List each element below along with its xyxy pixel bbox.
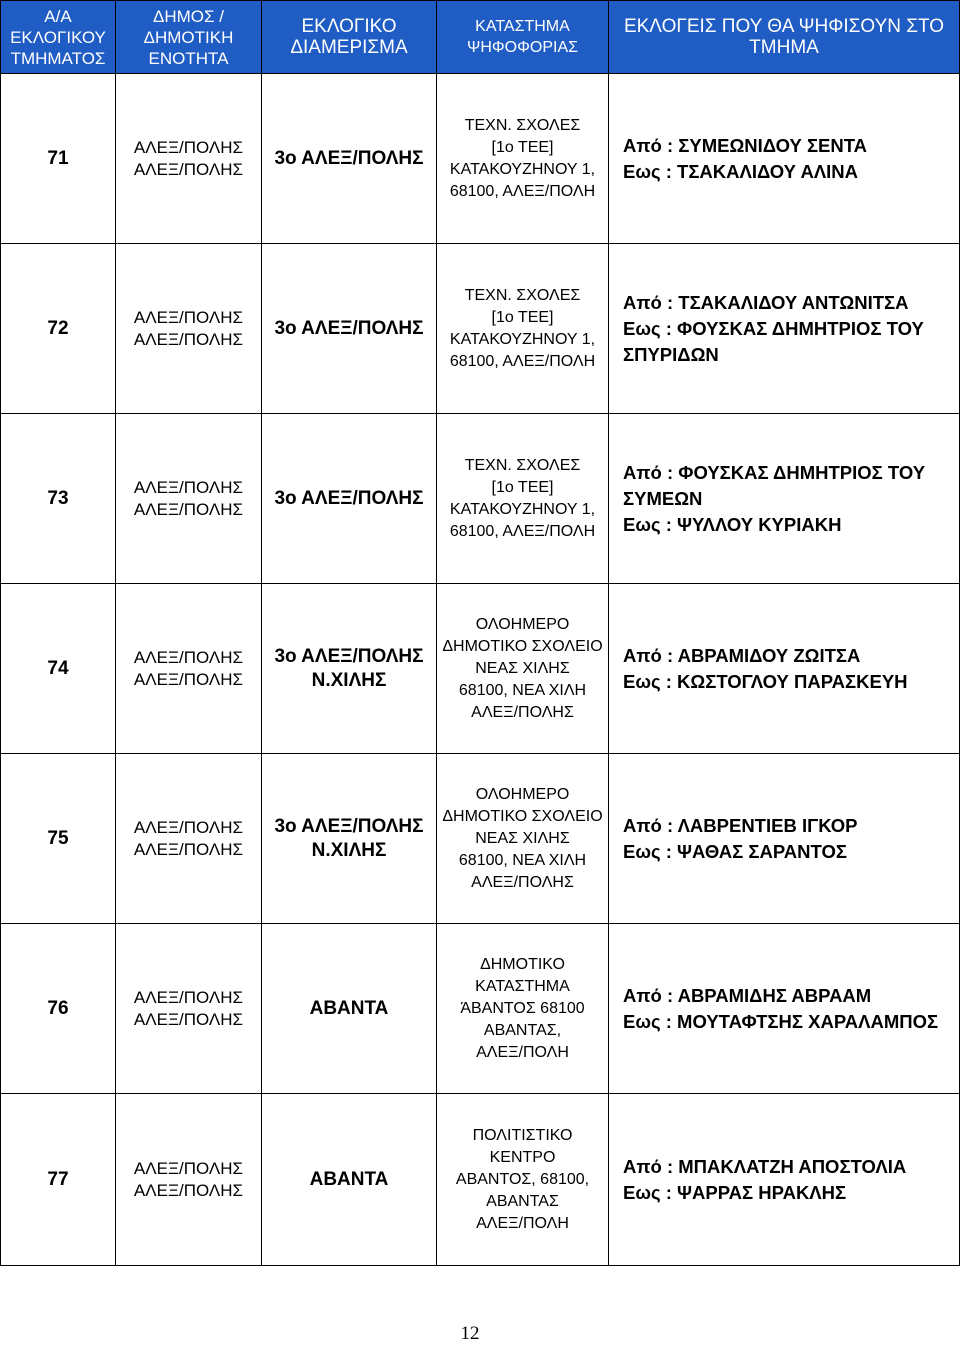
district-cell: 3ο ΑΛΕΞ/ΠΟΛΗΣ	[262, 414, 437, 584]
voter-range-to: Εως : ΚΩΣΤΟΓΛΟΥ ΠΑΡΑΣΚΕΥΗ	[623, 670, 908, 692]
polling-station-cell: ΔΗΜΟΤΙΚΟ ΚΑΤΑΣΤΗΜΑ ΆΒΑΝΤΟΣ 68100 ΑΒΑΝΤΑΣ, ΑΛΕΞ/ΠΟΛΗ	[437, 924, 609, 1094]
section-number: 75	[1, 754, 116, 924]
voter-range-cell	[609, 584, 960, 754]
header-municipality: ΔΗΜΟΣ / ΔΗΜΟΤΙΚΗ ΕΝΟΤΗΤΑ	[116, 1, 262, 74]
municipality-cell: ΑΛΕΞ/ΠΟΛΗΣ ΑΛΕΞ/ΠΟΛΗΣ	[116, 74, 262, 244]
section-number: 77	[1, 1094, 116, 1266]
voter-range-to: Εως : ΦΟΥΣΚΑΣ ΔΗΜΗΤΡΙΟΣ ΤΟΥ ΣΠΥΡΙΔΩΝ	[623, 317, 924, 365]
page-number: 12	[460, 1323, 480, 1344]
district-cell: ΑΒΑΝΤΑ	[262, 924, 437, 1094]
municipality-cell: ΑΛΕΞ/ΠΟΛΗΣ ΑΛΕΞ/ΠΟΛΗΣ	[116, 754, 262, 924]
section-number: 76	[1, 924, 116, 1094]
voter-range-from: Από : ΑΒΡΑΜΙΔΗΣ ΑΒΡΑΑΜ	[623, 984, 872, 1006]
district-cell: 3ο ΑΛΕΞ/ΠΟΛΗΣ	[262, 74, 437, 244]
voter-range-cell	[609, 924, 960, 1094]
voter-range-cell	[609, 754, 960, 924]
header-section-number: Α/Α ΕΚΛΟΓΙΚΟΥ ΤΜΗΜΑΤΟΣ	[1, 1, 116, 74]
voter-range-to: Εως : ΨΑΡΡΑΣ ΗΡΑΚΛΗΣ	[623, 1181, 847, 1203]
voter-range-from: Από : ΣΥΜΕΩΝΙΔΟΥ ΣΕΝΤΑ	[623, 134, 868, 156]
municipality-cell: ΑΛΕΞ/ΠΟΛΗΣ ΑΛΕΞ/ΠΟΛΗΣ	[116, 414, 262, 584]
table-row	[1, 924, 960, 1094]
section-number: 71	[1, 74, 116, 244]
table-row	[1, 74, 960, 244]
municipality-cell: ΑΛΕΞ/ΠΟΛΗΣ ΑΛΕΞ/ΠΟΛΗΣ	[116, 1094, 262, 1266]
table-row	[1, 754, 960, 924]
voter-range-from: Από : ΤΣΑΚΑΛΙΔΟΥ ΑΝΤΩΝΙΤΣΑ	[623, 291, 909, 313]
table-row	[1, 414, 960, 584]
voter-range-to: Εως : ΜΟΥΤΑΦΤΣΗΣ ΧΑΡΑΛΑΜΠΟΣ	[623, 1010, 939, 1032]
district-cell: ΑΒΑΝΤΑ	[262, 1094, 437, 1266]
header-row	[1, 1, 960, 74]
section-number: 74	[1, 584, 116, 754]
voter-range-cell	[609, 1094, 960, 1266]
voter-range-cell	[609, 74, 960, 244]
voter-range-from: Από : ΦΟΥΣΚΑΣ ΔΗΜΗΤΡΙΟΣ ΤΟΥ ΣΥΜΕΩΝ	[623, 461, 926, 509]
table-row	[1, 244, 960, 414]
voter-range-cell	[609, 414, 960, 584]
header-voters: ΕΚΛΟΓΕΙΣ ΠΟΥ ΘΑ ΨΗΦΙΣΟΥΝ ΣΤΟ ΤΜΗΜΑ	[609, 1, 960, 74]
section-number: 72	[1, 244, 116, 414]
polling-station-cell: ΟΛΟΗΜΕΡΟ ΔΗΜΟΤΙΚΟ ΣΧΟΛΕΙΟ ΝΕΑΣ ΧΙΛΗΣ 68100, ΝΕΑ ΧΙΛΗ ΑΛΕΞ/ΠΟΛΗΣ	[437, 584, 609, 754]
voter-range-from: Από : ΑΒΡΑΜΙΔΟΥ ΖΩΙΤΣΑ	[623, 644, 861, 666]
municipality-cell: ΑΛΕΞ/ΠΟΛΗΣ ΑΛΕΞ/ΠΟΛΗΣ	[116, 924, 262, 1094]
polling-station-cell: ΤΕΧΝ. ΣΧΟΛΕΣ [1ο ΤΕΕ] ΚΑΤΑΚΟΥΖΗΝΟΥ 1, 68100, ΑΛΕΞ/ΠΟΛΗ	[437, 244, 609, 414]
header-electoral-district: ΕΚΛΟΓΙΚΟ ΔΙΑΜΕΡΙΣΜΑ	[262, 1, 437, 74]
voter-range-cell	[609, 244, 960, 414]
polling-station-cell: ΠΟΛΙΤΙΣΤΙΚΟ ΚΕΝΤΡΟ ΑΒΑΝΤΟΣ, 68100, ΑΒΑΝΤΑΣ ΑΛΕΞ/ΠΟΛΗ	[437, 1094, 609, 1266]
polling-station-cell: ΟΛΟΗΜΕΡΟ ΔΗΜΟΤΙΚΟ ΣΧΟΛΕΙΟ ΝΕΑΣ ΧΙΛΗΣ 68100, ΝΕΑ ΧΙΛΗ ΑΛΕΞ/ΠΟΛΗΣ	[437, 754, 609, 924]
municipality-cell: ΑΛΕΞ/ΠΟΛΗΣ ΑΛΕΞ/ΠΟΛΗΣ	[116, 584, 262, 754]
section-number: 73	[1, 414, 116, 584]
voter-range-from: Από : ΛΑΒΡΕΝΤΙΕΒ ΙΓΚΟΡ	[623, 814, 858, 836]
table-row	[1, 584, 960, 754]
polling-station-cell: ΤΕΧΝ. ΣΧΟΛΕΣ [1ο ΤΕΕ] ΚΑΤΑΚΟΥΖΗΝΟΥ 1, 68100, ΑΛΕΞ/ΠΟΛΗ	[437, 74, 609, 244]
municipality-cell: ΑΛΕΞ/ΠΟΛΗΣ ΑΛΕΞ/ΠΟΛΗΣ	[116, 244, 262, 414]
voter-range-to: Εως : ΤΣΑΚΑΛΙΔΟΥ ΑΛΙΝΑ	[623, 160, 859, 182]
district-cell: 3ο ΑΛΕΞ/ΠΟΛΗΣ Ν.ΧΙΛΗΣ	[262, 584, 437, 754]
polling-station-cell: ΤΕΧΝ. ΣΧΟΛΕΣ [1ο ΤΕΕ] ΚΑΤΑΚΟΥΖΗΝΟΥ 1, 68100, ΑΛΕΞ/ΠΟΛΗ	[437, 414, 609, 584]
header-polling-station: ΚΑΤΑΣΤΗΜΑ ΨΗΦΟΦΟΡΙΑΣ	[437, 1, 609, 74]
district-cell: 3ο ΑΛΕΞ/ΠΟΛΗΣ	[262, 244, 437, 414]
voter-range-from: Από : ΜΠΑΚΛΑΤΖΗ ΑΠΟΣΤΟΛΙΑ	[623, 1155, 907, 1177]
table-row	[1, 1094, 960, 1266]
district-cell: 3ο ΑΛΕΞ/ΠΟΛΗΣ Ν.ΧΙΛΗΣ	[262, 754, 437, 924]
voter-range-to: Εως : ΨΑΘΑΣ ΣΑΡΑΝΤΟΣ	[623, 840, 847, 862]
voter-range-to: Εως : ΨΥΛΛΟΥ ΚΥΡΙΑΚΗ	[623, 513, 842, 535]
